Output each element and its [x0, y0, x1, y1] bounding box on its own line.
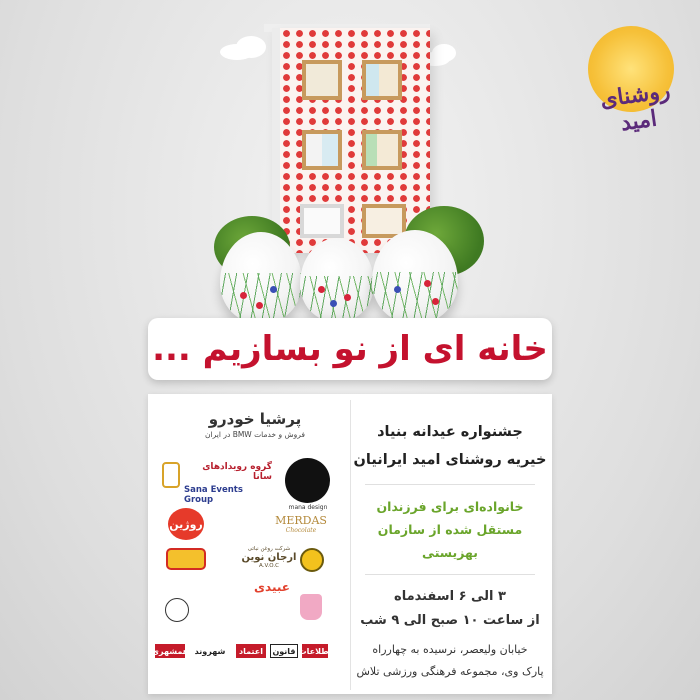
cloud — [236, 36, 266, 58]
press-logo: قانون — [270, 644, 298, 658]
mana-design-logo-icon — [285, 458, 330, 503]
sponsor-obeidi: عبیدی — [254, 580, 290, 594]
page-title: خانه ای از نو بسازیم ... — [152, 329, 548, 369]
decorated-egg — [300, 238, 374, 322]
press-logo: همشهری — [155, 644, 185, 658]
building-window — [302, 60, 342, 100]
ice-cream-cup-logo-icon — [300, 594, 322, 620]
press-logo: اطلاعات — [302, 644, 328, 658]
panel-divider — [350, 400, 351, 690]
sana-logo-icon — [162, 462, 180, 488]
building-window — [302, 130, 342, 170]
logo-text: روشنای امید — [598, 77, 672, 137]
building-window — [362, 60, 402, 100]
cloud — [432, 44, 456, 62]
press-logo: اعتماد — [236, 644, 266, 658]
sponsor-rozhin-logo: روژین — [168, 508, 204, 540]
flower-logo-icon — [300, 548, 324, 572]
sponsor-merdas: MERDAS Chocolate — [275, 514, 327, 534]
event-info — [352, 400, 548, 683]
heart-pattern-building — [272, 28, 430, 253]
divider — [365, 484, 535, 485]
festival-title: جشنواره عیدانه بنیاد خیریه روشنای امید ایرانیان — [353, 424, 547, 468]
sponsor-bag-logo-icon — [166, 548, 206, 570]
building-window — [362, 130, 402, 170]
sponsor-persia-khodro: پرشیا خودرو فروش و خدمات BMW در ایران — [205, 410, 305, 439]
sponsor-sana-events: گروه رویدادهای سانا Sana Events Group — [162, 462, 272, 505]
decorated-egg — [220, 232, 302, 324]
mana-design-label: mana design — [288, 504, 328, 511]
sponsor-arjan-novin: شرکت روغن نباتی ارجان نوین A.V.O.C — [241, 546, 297, 569]
event-dates: ۳ الی ۶ اسفندماه از ساعت ۱۰ صبح الی ۹ شب — [360, 589, 540, 628]
title-banner — [148, 318, 552, 380]
beneficiaries-text: خانواده‌ای برای فرزندان مستقل شده از سازمان بهزیستی — [376, 499, 524, 560]
circle-logo-icon — [165, 598, 189, 622]
decorated-egg — [372, 230, 458, 324]
press-logo: شهروند — [195, 644, 225, 658]
building-window — [300, 204, 344, 238]
event-address: خیابان ولیعصر، نرسیده به چهارراه پارک وی، مجموعه فرهنگی ورزشی تلاش — [356, 643, 544, 678]
divider — [365, 574, 535, 575]
